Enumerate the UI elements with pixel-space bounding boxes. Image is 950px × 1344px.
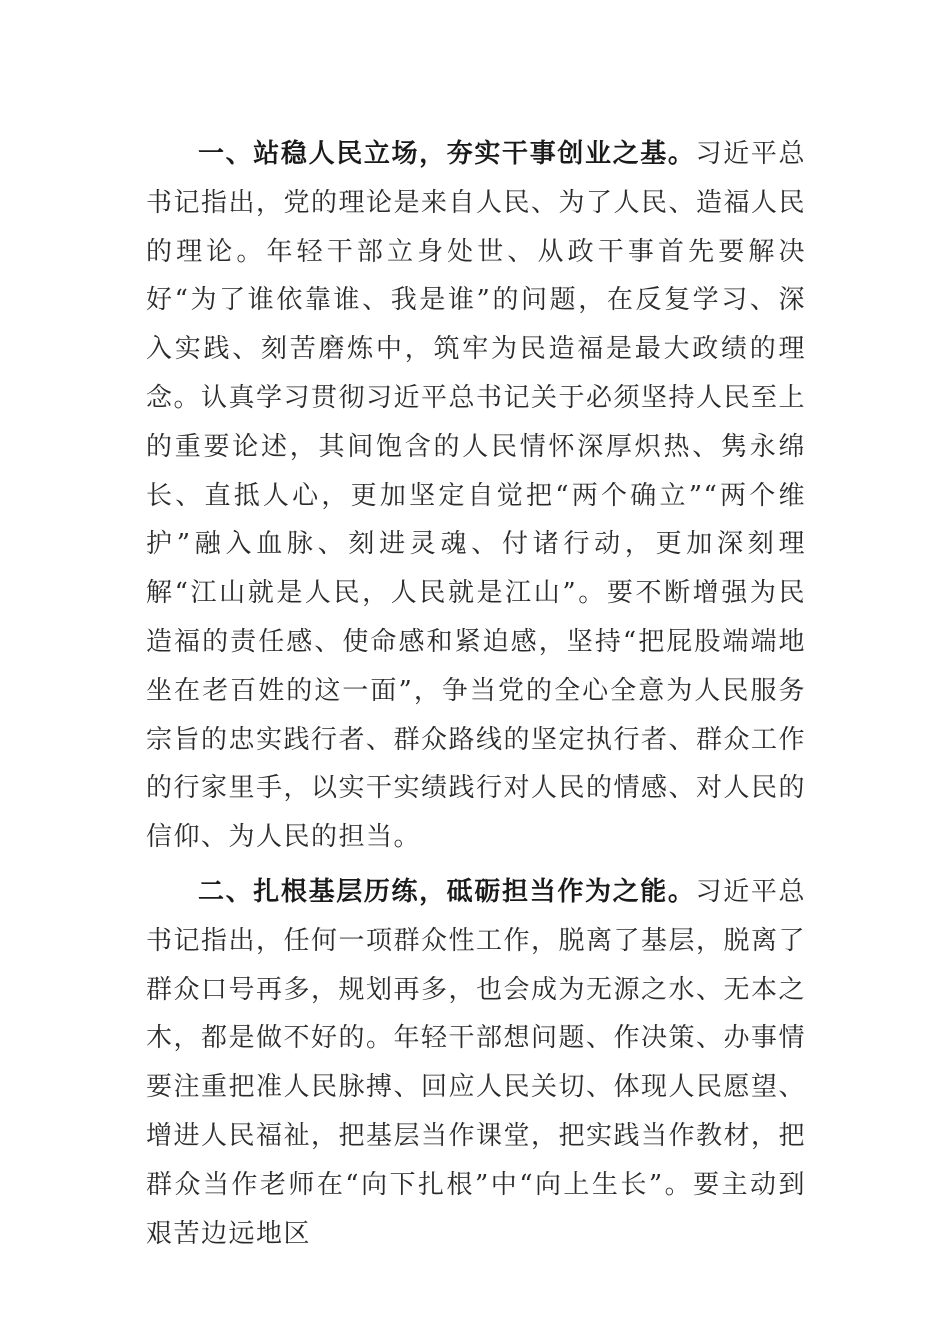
paragraph-1 xyxy=(146,130,806,862)
paragraph-1-heading: 一、站稳人民立场，夯实干事创业之基。 xyxy=(198,139,696,169)
paragraph-2-body: 习近平总书记指出，任何一项群众性工作，脱离了基层，脱离了群众口号再多，规划再多，也会成为无源之水、无本之木，都是做不好的。年轻干部想问题、作决策、办事情要注重把准人民脉搏、回应人民关切、体现人民愿望、增进人民福祉，把基层当作课堂，把实践当作教材，把群众当作老师在“向下扎根”中“向上生长”。要主动到艰苦边远地区 xyxy=(146,876,807,1249)
document-body xyxy=(146,130,806,1258)
paragraph-1-body: 习近平总书记指出，党的理论是来自人民、为了人民、造福人民的理论。年轻干部立身处世、从政干事首先要解决好“为了谁依靠谁、我是谁”的问题，在反复学习、深入实践、刻苦磨炼中，筑牢为民造福是最大政绩的理念。认真学习贯彻习近平总书记关于必须坚持人民至上的重要论述，其间饱含的人民情怀深厚炽热、隽永绵长、直抵人心，更加坚定自觉把“两个确立”“两个维护”融入血脉、刻进灵魂、付诸行动，更加深刻理解“江山就是人民，人民就是江山”。要不断增强为民造福的责任感、使命感和紧迫感，坚持“把屁股端端地坐在老百姓的这一面”，争当党的全心全意为人民服务宗旨的忠实践行者、群众路线的坚定执行者、群众工作的行家里手，以实干实绩践行对人民的情感、对人民的信仰、为人民的担当。 xyxy=(146,139,807,853)
paragraph-2 xyxy=(146,868,806,1258)
paragraph-2-heading: 二、扎根基层历练，砥砺担当作为之能。 xyxy=(198,876,696,907)
